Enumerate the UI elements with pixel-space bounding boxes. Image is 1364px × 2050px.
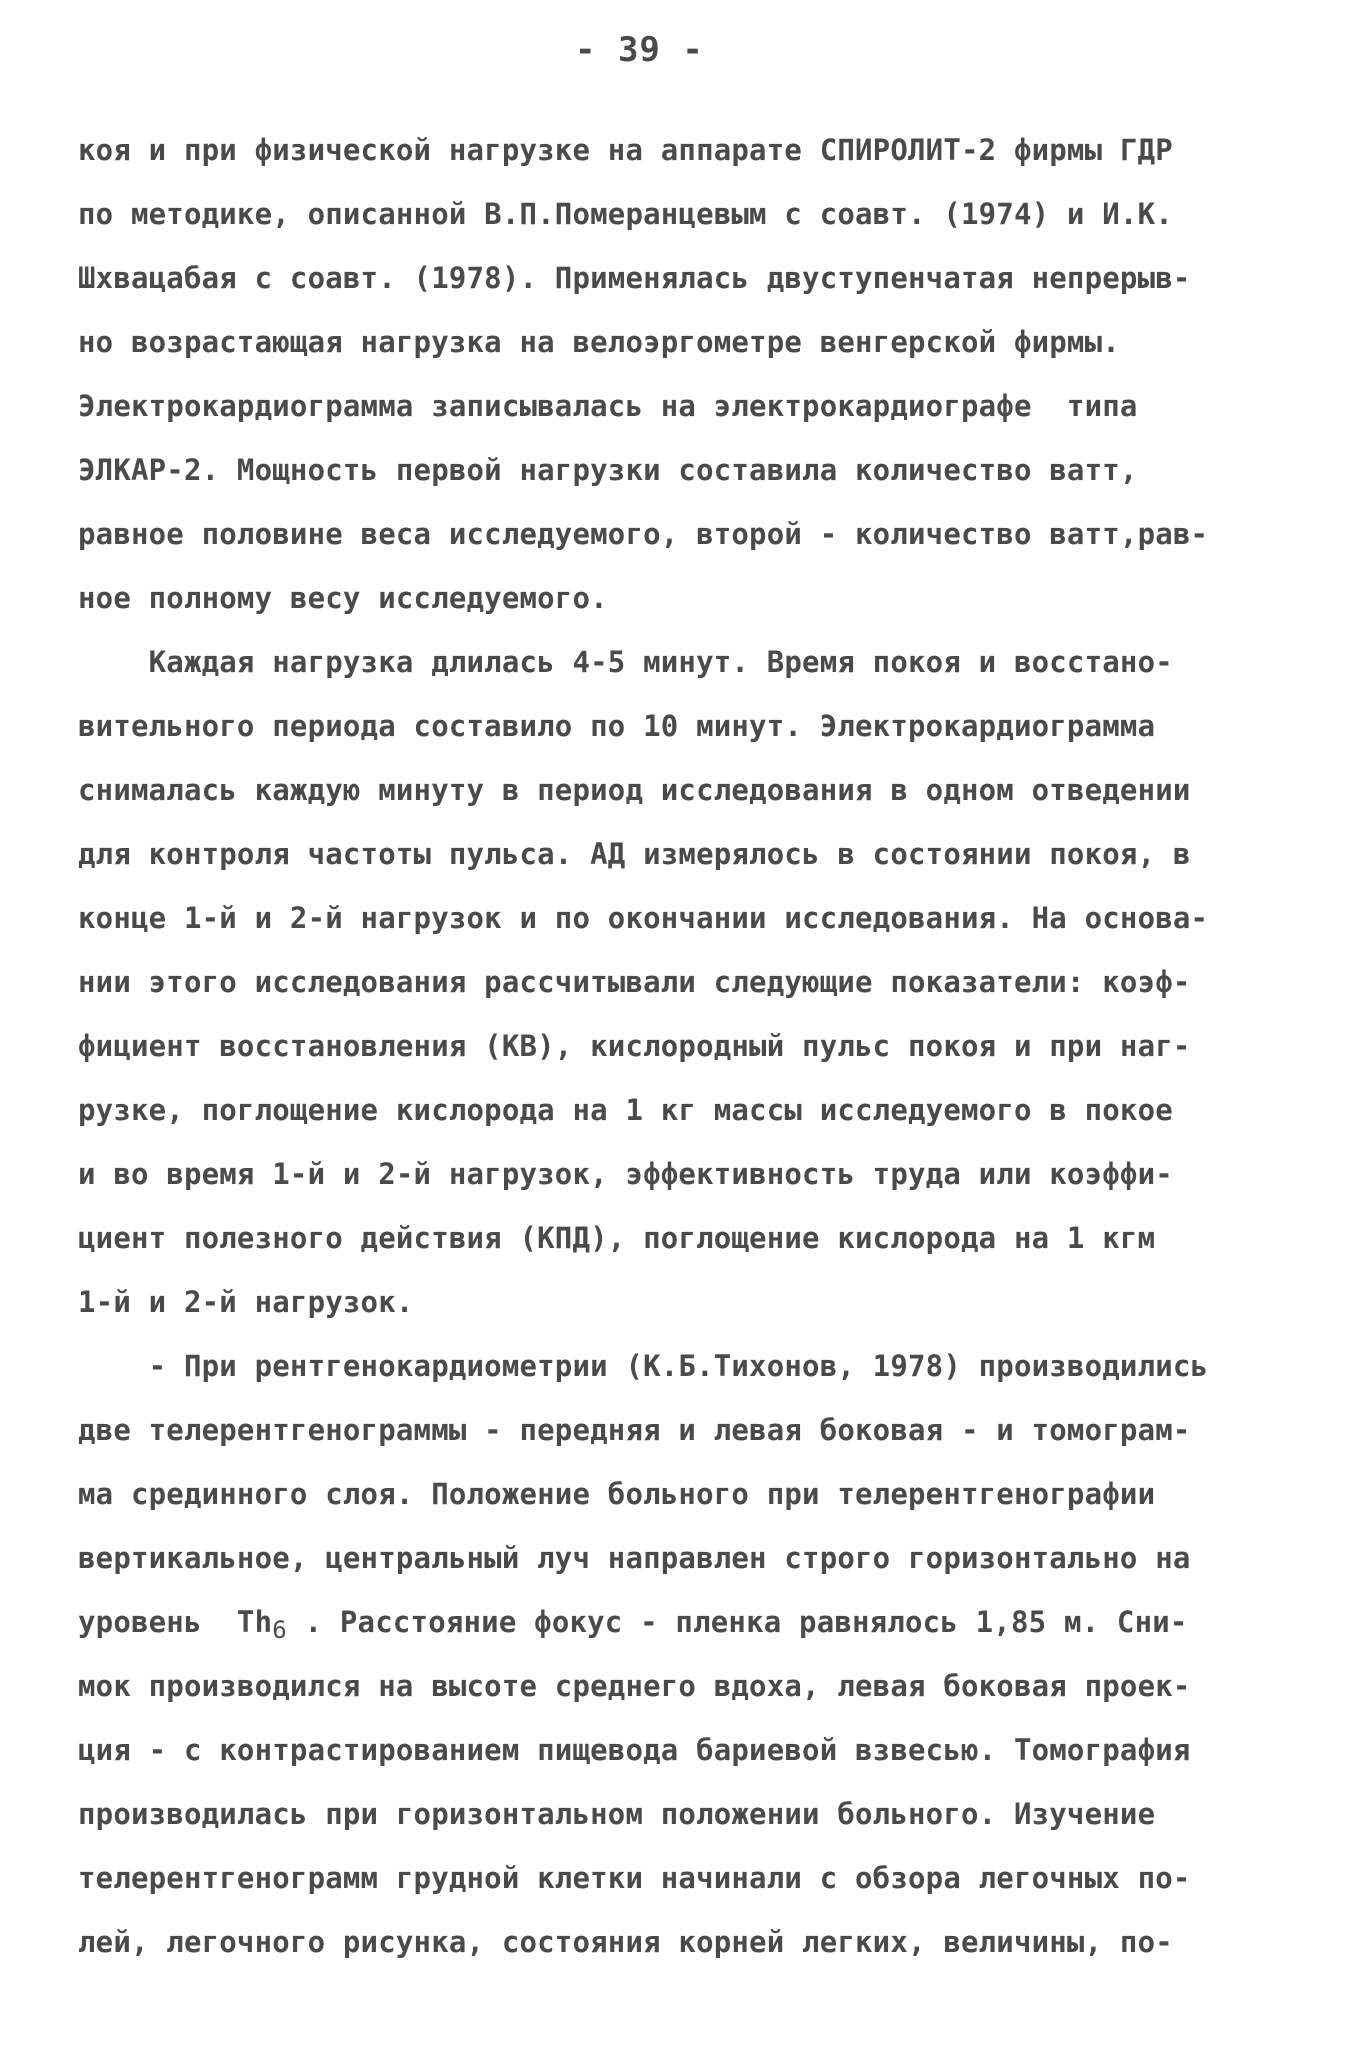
text-line: вительного периода составило по 10 минут. Электрокардиограмма (78, 709, 1156, 743)
text-line: фициент восстановления (КВ), кислородный пульс покоя и при наг- (78, 1029, 1191, 1063)
paragraph-start-line: Каждая нагрузка длилась 4-5 минут. Время покоя и восстано- (78, 645, 1173, 679)
text-line: вертикальное, центральный луч направлен строго горизонтально на (78, 1541, 1191, 1575)
text-line: 1-й и 2-й нагрузок. (78, 1285, 414, 1319)
text-line: и во время 1-й и 2-й нагрузок, эффективность труда или коэффи- (78, 1157, 1173, 1191)
text-line: мок производился на высоте среднего вдоха, левая боковая проек- (78, 1669, 1191, 1703)
text-line: ция - с контрастированием пищевода бариевой взвесью. Томография (78, 1733, 1191, 1767)
text-line: Электрокардиограмма записывалась на электрокардиографе типа (78, 389, 1138, 423)
text-line: ное полному весу исследуемого. (78, 581, 608, 615)
text-line: по методике, описанной В.П.Померанцевым с соавт. (1974) и И.К. (78, 197, 1173, 231)
text-line: конце 1-й и 2-й нагрузок и по окончании исследования. На основа- (78, 901, 1209, 935)
text-line: коя и при физической нагрузке на аппарате СПИРОЛИТ-2 фирмы ГДР (78, 133, 1173, 167)
text-line: циент полезного действия (КПД), поглощение кислорода на 1 кгм (78, 1221, 1156, 1255)
line-th-after: . Расстояние фокус - пленка равнялось 1,85 м. Сни- (286, 1605, 1188, 1639)
text-line: равное половине веса исследуемого, второй - количество ватт,рав- (78, 517, 1209, 551)
text-line: Шхвацабая с соавт. (1978). Применялась двуступенчатая непрерыв- (78, 261, 1191, 295)
text-line: для контроля частоты пульса. АД измерялось в состоянии покоя, в (78, 837, 1191, 871)
page-number: - 39 - (575, 30, 704, 70)
text-line: рузке, поглощение кислорода на 1 кг массы исследуемого в покое (78, 1093, 1173, 1127)
text-line: производилась при горизонтальном положении больного. Изучение (78, 1797, 1156, 1831)
text-line: две телерентгенограммы - передняя и левая боковая - и томограм- (78, 1413, 1191, 1447)
text-line: телерентгенограмм грудной клетки начинали с обзора легочных по- (78, 1861, 1191, 1895)
subscript-6: 6 (272, 1616, 287, 1644)
text-line: ма срединного слоя. Положение больного при телерентгенографии (78, 1477, 1156, 1511)
line-th-before: уровень Th (78, 1605, 273, 1639)
text-line: нии этого исследования рассчитывали следующие показатели: коэф- (78, 965, 1191, 999)
text-line: лей, легочного рисунка, состояния корней легких, величины, по- (78, 1925, 1173, 1959)
text-line: снималась каждую минуту в период исследования в одном отведении (78, 773, 1191, 807)
text-line: ЭЛКАР-2. Мощность первой нагрузки составила количество ватт, (78, 453, 1138, 487)
text-line: но возрастающая нагрузка на велоэргометре венгерской фирмы. (78, 325, 1120, 359)
body-text (78, 118, 1278, 1974)
paragraph-start-line: - При рентгенокардиометрии (К.Б.Тихонов, 1978) производились (78, 1349, 1209, 1383)
text-line-with-subscript (78, 1590, 1278, 1654)
